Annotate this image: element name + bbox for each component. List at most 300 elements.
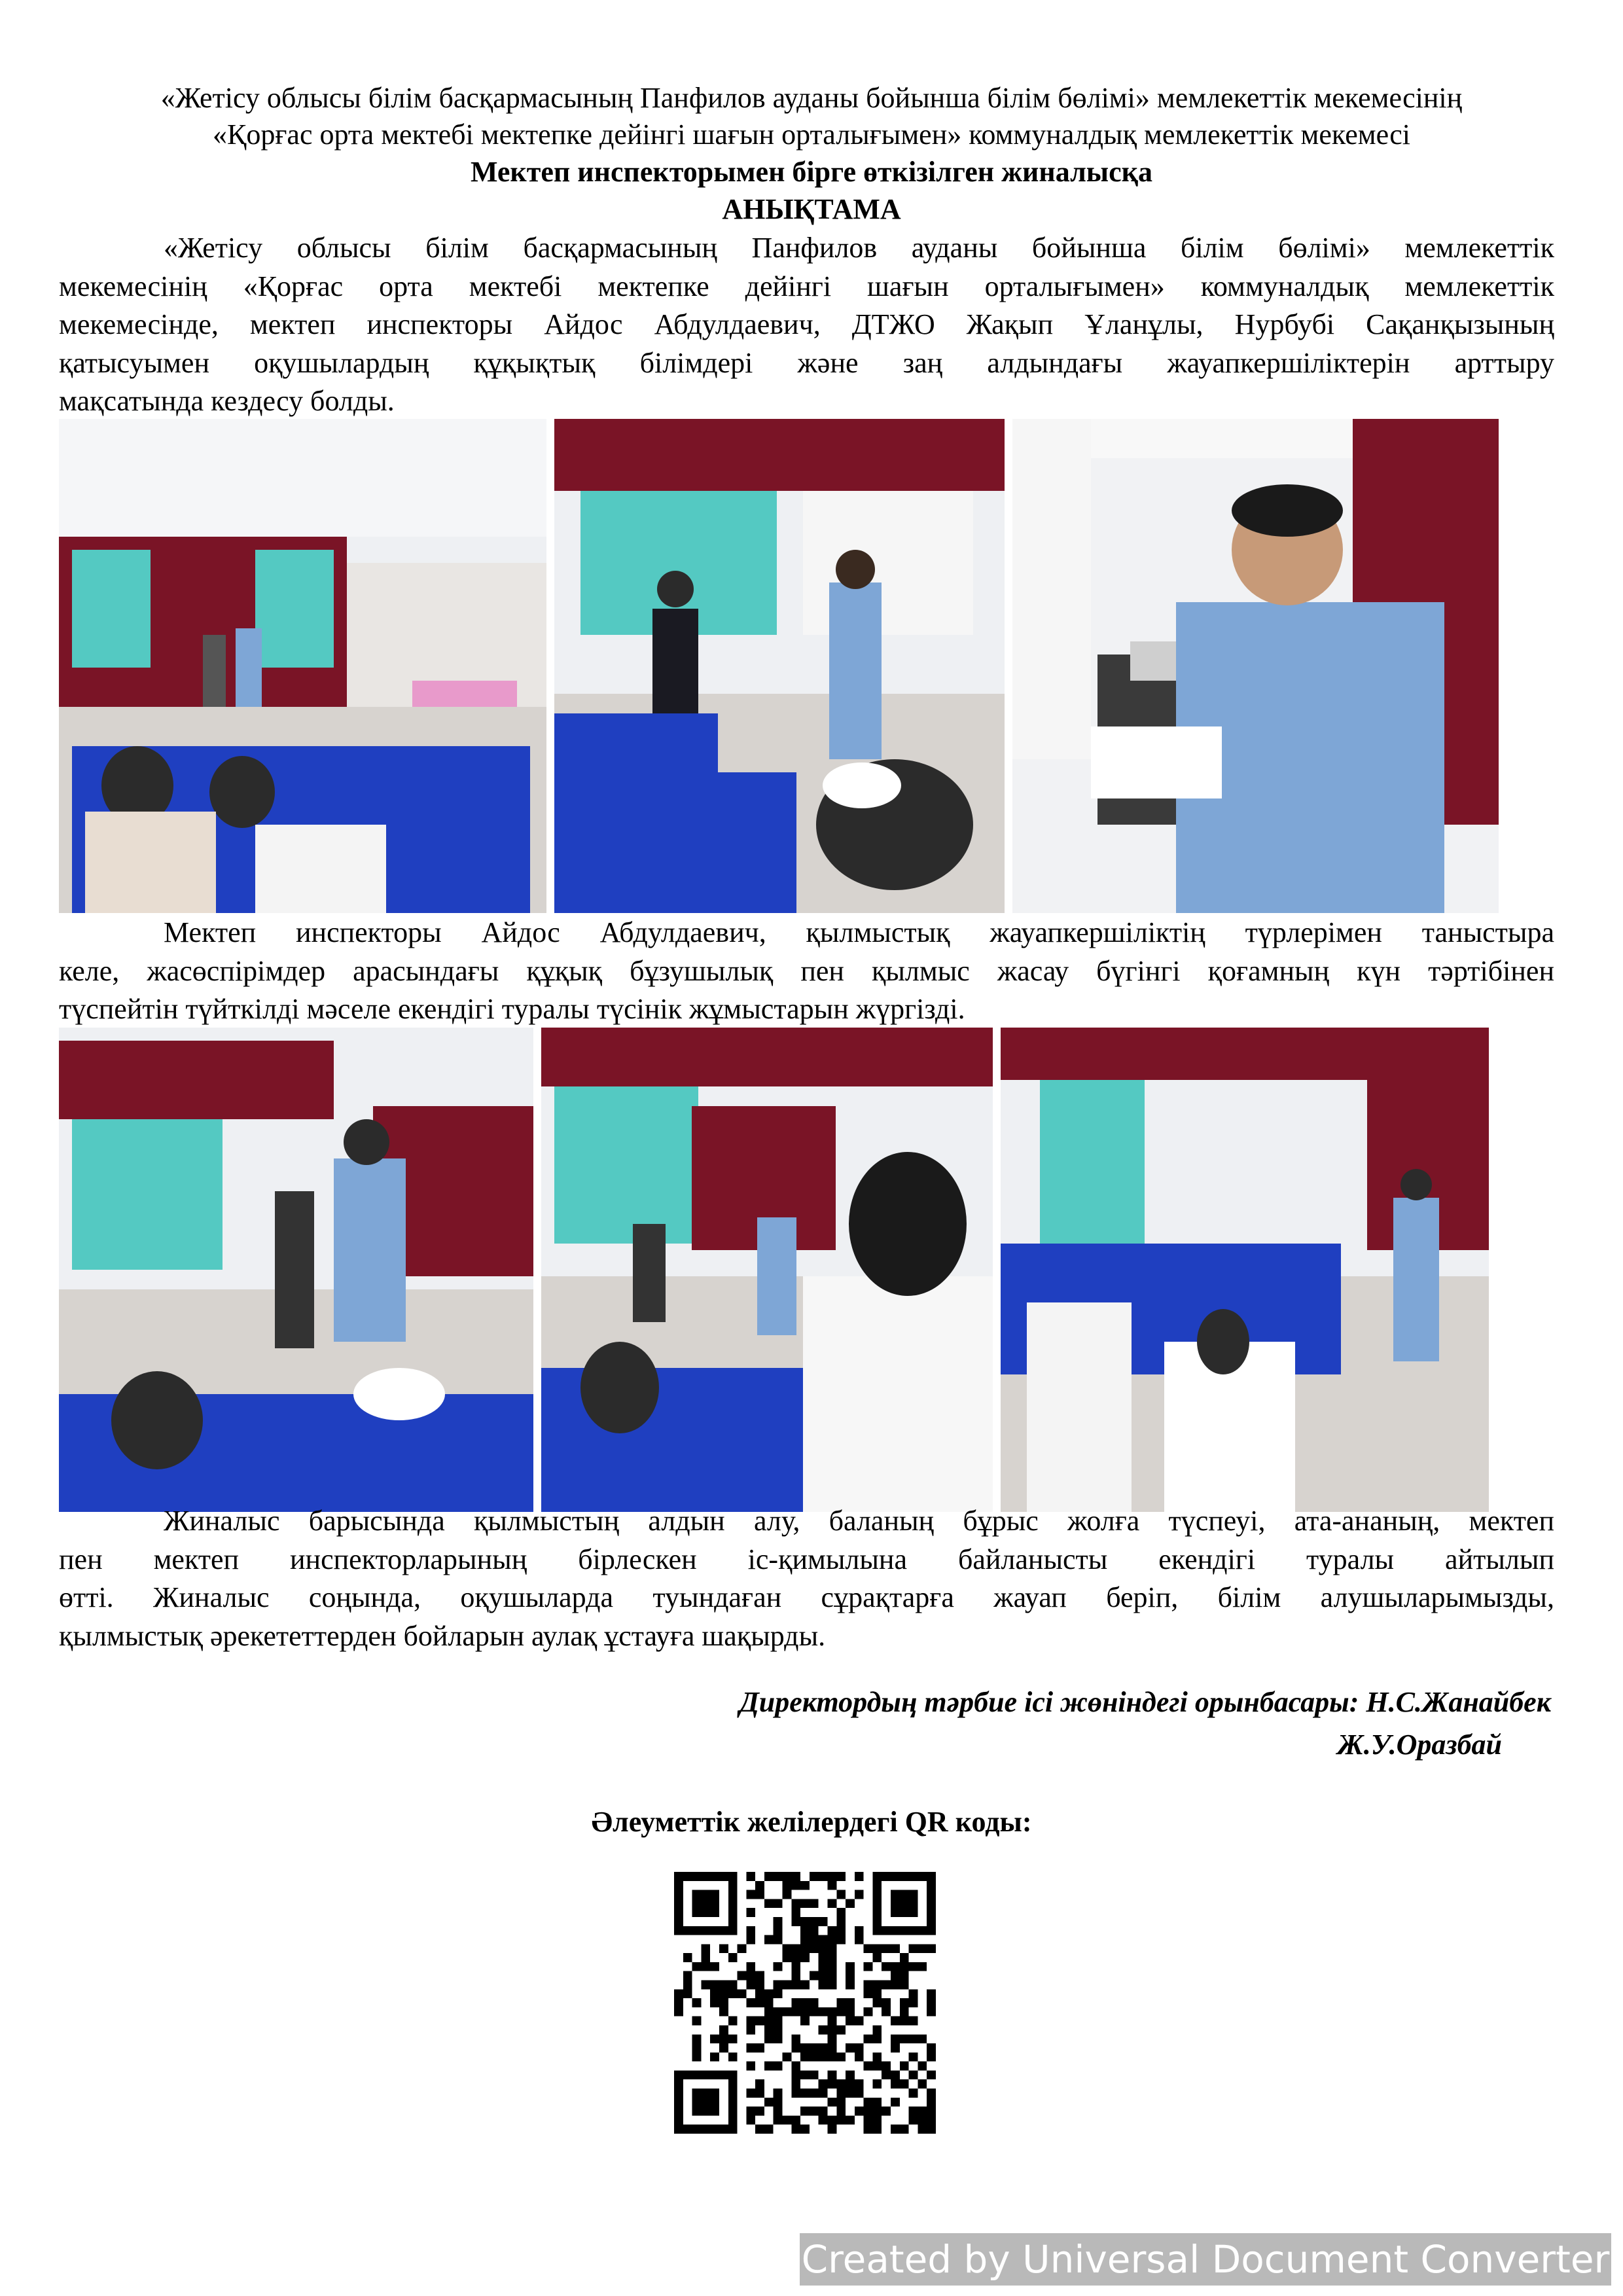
qr-module xyxy=(764,2062,774,2071)
qr-module xyxy=(791,2070,800,2079)
qr-module xyxy=(719,1926,728,1935)
qr-module xyxy=(918,2115,927,2125)
qr-module xyxy=(674,2007,683,2017)
qr-module xyxy=(728,2070,738,2079)
closing-paragraph xyxy=(59,1502,1554,1655)
qr-module xyxy=(701,1953,710,1962)
qr-module xyxy=(800,2089,810,2098)
photo-inspector-closeup xyxy=(1012,419,1499,913)
qr-module xyxy=(755,2125,764,2134)
qr-module xyxy=(783,1872,792,1881)
qr-module xyxy=(864,2115,873,2125)
qr-module xyxy=(755,1998,764,2007)
qr-module xyxy=(836,1890,846,1899)
qr-module xyxy=(872,1926,882,1935)
qr-module xyxy=(918,2125,927,2134)
qr-module xyxy=(900,1890,909,1899)
qr-module xyxy=(800,2043,810,2053)
qr-module xyxy=(746,2107,755,2116)
qr-module xyxy=(728,1953,738,1962)
intro-paragraph xyxy=(59,229,1554,421)
qr-module xyxy=(791,2007,800,2017)
qr-module xyxy=(774,2034,783,2043)
qr-module xyxy=(872,2025,882,2034)
qr-module xyxy=(774,1981,783,1990)
qr-module xyxy=(746,1998,755,2007)
qr-module xyxy=(882,2062,891,2071)
qr-module xyxy=(882,2007,891,2017)
qr-module xyxy=(927,1917,936,1926)
qr-module xyxy=(882,1944,891,1953)
qr-module xyxy=(719,2043,728,2053)
qr-module xyxy=(810,1935,819,1945)
qr-module xyxy=(819,2115,828,2125)
qr-module xyxy=(927,2070,936,2079)
qr-module xyxy=(864,2107,873,2116)
qr-module xyxy=(746,2025,755,2034)
qr-module xyxy=(900,1872,909,1881)
qr-module xyxy=(855,1926,864,1935)
photo-inspector-lectern xyxy=(59,1028,533,1512)
qr-module xyxy=(764,1935,774,1945)
qr-module xyxy=(692,2043,702,2053)
qr-module xyxy=(764,1989,774,1998)
qr-module xyxy=(710,1872,719,1881)
qr-module xyxy=(746,1926,755,1935)
qr-module xyxy=(774,1899,783,1908)
qr-module xyxy=(791,2043,800,2053)
qr-module xyxy=(728,2017,738,2026)
qr-module xyxy=(836,1926,846,1935)
qr-module xyxy=(891,1899,900,1908)
qr-module xyxy=(864,2034,873,2043)
qr-module xyxy=(774,2089,783,2098)
qr-module xyxy=(674,2079,683,2089)
qr-module xyxy=(864,2098,873,2107)
qr-module xyxy=(927,2098,936,2107)
qr-module xyxy=(827,2098,836,2107)
qr-module xyxy=(774,1917,783,1926)
qr-module xyxy=(909,1926,918,1935)
qr-module xyxy=(810,1917,819,1926)
qr-module xyxy=(692,2070,702,2079)
qr-module xyxy=(872,1981,882,1990)
qr-module xyxy=(900,1971,909,1981)
qr-module xyxy=(728,1872,738,1881)
qr-module xyxy=(827,1899,836,1908)
qr-module xyxy=(791,1962,800,1971)
qr-module xyxy=(827,1971,836,1981)
qr-module xyxy=(728,1926,738,1935)
qr-module xyxy=(927,2125,936,2134)
qr-module xyxy=(701,2125,710,2134)
qr-module xyxy=(872,2098,882,2107)
qr-module xyxy=(683,2070,692,2079)
qr-module xyxy=(783,1944,792,1953)
qr-module xyxy=(710,1981,719,1990)
qr-module xyxy=(674,1926,683,1935)
qr-module xyxy=(872,2125,882,2134)
signature-deputy-director: Директордың тәрбие ісі жөніндегі орынбасары: Н.С.Жанайбек xyxy=(739,1686,1551,1718)
qr-module xyxy=(746,1971,755,1981)
qr-module xyxy=(800,2053,810,2062)
qr-module xyxy=(819,2107,828,2116)
qr-module xyxy=(719,2034,728,2043)
photo-inspector-student xyxy=(554,419,1005,913)
qr-module xyxy=(674,1890,683,1899)
qr-module xyxy=(864,2062,873,2071)
qr-module xyxy=(791,1917,800,1926)
qr-module xyxy=(846,2089,855,2098)
qr-module xyxy=(746,2115,755,2125)
qr-module xyxy=(810,2089,819,2098)
qr-module xyxy=(719,1872,728,1881)
qr-module xyxy=(827,2079,836,2089)
qr-module xyxy=(710,2034,719,2043)
qr-module xyxy=(864,1944,873,1953)
qr-module xyxy=(855,1935,864,1945)
qr-module xyxy=(810,2107,819,2116)
qr-module xyxy=(701,1944,710,1953)
qr-module xyxy=(674,1899,683,1908)
qr-module xyxy=(900,2007,909,2017)
intro-line: «Жетісу облысы білім басқармасының Панфилов ауданы бойынша білім бөлімі» мемлекеттік xyxy=(164,232,1554,264)
qr-module xyxy=(728,2125,738,2134)
qr-module xyxy=(791,2079,800,2089)
qr-module xyxy=(774,1935,783,1945)
qr-module xyxy=(909,1989,918,1998)
qr-module xyxy=(819,2053,828,2062)
qr-module xyxy=(900,1926,909,1935)
intro-line: мекемесінде, мектеп инспекторы Айдос Абдулдаевич, ДТЖО Жақып Ұланұлы, Нурбубі Сақанқызының xyxy=(59,308,1554,340)
qr-module xyxy=(927,2089,936,2098)
qr-module xyxy=(819,2007,828,2017)
qr-module xyxy=(891,1962,900,1971)
qr-module xyxy=(728,1989,738,1998)
qr-module xyxy=(882,1872,891,1881)
photo-classroom-wide xyxy=(59,419,546,913)
qr-module xyxy=(728,2053,738,2062)
qr-module xyxy=(900,1953,909,1962)
qr-module xyxy=(872,2053,882,2062)
qr-module xyxy=(872,2062,882,2071)
qr-module xyxy=(891,2098,900,2107)
qr-module xyxy=(810,1899,819,1908)
qr-module xyxy=(836,2007,846,2017)
qr-module xyxy=(819,1872,828,1881)
qr-module xyxy=(827,2053,836,2062)
qr-module xyxy=(692,2125,702,2134)
qr-module xyxy=(674,1872,683,1881)
qr-module xyxy=(864,2125,873,2134)
closing-line: қылмыстық әрекететтерден бойларын аулақ ұстауға шақырды. xyxy=(59,1619,826,1652)
qr-module xyxy=(891,1971,900,1981)
qr-module xyxy=(846,2115,855,2125)
qr-module xyxy=(800,1926,810,1935)
qr-module xyxy=(819,1935,828,1945)
photo-classroom-girl-foreground xyxy=(541,1028,993,1512)
qr-module xyxy=(918,2107,927,2116)
qr-module xyxy=(819,2079,828,2089)
qr-module xyxy=(872,1953,882,1962)
qr-module xyxy=(827,1935,836,1945)
qr-module xyxy=(728,2115,738,2125)
qr-module xyxy=(774,2062,783,2071)
qr-module xyxy=(791,1998,800,2007)
qr-module xyxy=(755,1981,764,1990)
document-title: АНЫҚТАМА xyxy=(722,193,901,225)
qr-module xyxy=(891,1944,900,1953)
qr-module xyxy=(719,2025,728,2034)
qr-module xyxy=(827,2007,836,2017)
middle-line: Мектеп инспекторы Айдос Абдулдаевич, қылмыстық жауапкершіліктің түрлерімен таныстыра xyxy=(164,916,1554,948)
qr-module xyxy=(846,2070,855,2079)
qr-module xyxy=(746,2062,755,2071)
qr-module xyxy=(872,2115,882,2125)
qr-module xyxy=(764,1899,774,1908)
qr-module xyxy=(774,2098,783,2107)
closing-line: өтті. Жиналыс соңында, оқушыларда туындаған сұрақтарға жауап беріп, білім алушыларымызды, xyxy=(59,1581,1554,1613)
qr-module xyxy=(701,1899,710,1908)
qr-module xyxy=(791,2125,800,2134)
qr-module xyxy=(674,2089,683,2098)
qr-module xyxy=(783,1981,792,1990)
qr-module xyxy=(701,1890,710,1899)
qr-module xyxy=(674,2107,683,2116)
qr-module xyxy=(891,1981,900,1990)
qr-module xyxy=(701,2107,710,2116)
qr-module xyxy=(927,1998,936,2007)
qr-module xyxy=(819,1953,828,1962)
qr-module xyxy=(774,2025,783,2034)
qr-module xyxy=(891,2079,900,2089)
qr-module xyxy=(764,2025,774,2034)
qr-module xyxy=(701,1926,710,1935)
qr-module xyxy=(728,1981,738,1990)
qr-module xyxy=(882,1981,891,1990)
qr-module xyxy=(791,1944,800,1953)
qr-module xyxy=(927,1899,936,1908)
qr-module xyxy=(900,1962,909,1971)
header-line-1: «Жетісу облысы білім басқармасының Панфилов ауданы бойынша білім бөлімі» мемлекеттік мекемесінің xyxy=(160,82,1463,114)
qr-module xyxy=(692,1872,702,1881)
qr-module xyxy=(909,1872,918,1881)
qr-module xyxy=(728,1917,738,1926)
qr-module xyxy=(819,1944,828,1953)
qr-module xyxy=(710,1908,719,1917)
qr-module xyxy=(927,1881,936,1890)
qr-module xyxy=(918,1872,927,1881)
qr-module xyxy=(755,1971,764,1981)
qr-module xyxy=(927,2043,936,2053)
qr-module xyxy=(855,1890,864,1899)
qr-module xyxy=(909,1890,918,1899)
qr-module xyxy=(746,1935,755,1945)
qr-module xyxy=(827,2115,836,2125)
qr-module xyxy=(674,2115,683,2125)
qr-module xyxy=(918,1962,927,1971)
qr-module xyxy=(710,1989,719,1998)
qr-module xyxy=(909,2034,918,2043)
qr-module xyxy=(674,1998,683,2007)
qr-module xyxy=(900,1908,909,1917)
qr-module xyxy=(738,1971,747,1981)
qr-module xyxy=(909,2053,918,2062)
qr-module xyxy=(909,1962,918,1971)
qr-module xyxy=(764,2098,774,2107)
qr-module xyxy=(836,2115,846,2125)
qr-module xyxy=(846,1981,855,1990)
qr-module xyxy=(800,1899,810,1908)
document-subtitle: Мектеп инспекторымен бірге өткізілген жиналысқа xyxy=(470,156,1153,188)
qr-module xyxy=(882,1926,891,1935)
qr-module xyxy=(710,1998,719,2007)
qr-module xyxy=(855,2017,864,2026)
qr-module xyxy=(674,1908,683,1917)
qr-module xyxy=(882,2070,891,2079)
qr-module xyxy=(791,1981,800,1990)
qr-module xyxy=(719,2125,728,2134)
intro-line: мақсатында кездесу болды. xyxy=(59,385,395,417)
qr-module xyxy=(774,2107,783,2116)
qr-module xyxy=(891,2125,900,2134)
qr-module xyxy=(846,2007,855,2017)
qr-module xyxy=(909,2107,918,2116)
intro-line: қатысуымен оқушылардың құқықтық білімдері және заң алдындағы жауапкершіліктерін арттыру xyxy=(59,346,1554,379)
qr-module xyxy=(909,1998,918,2007)
qr-module xyxy=(755,1890,764,1899)
qr-module xyxy=(791,1908,800,1917)
qr-module xyxy=(746,1872,755,1881)
qr-module xyxy=(836,1908,846,1917)
qr-module xyxy=(882,2107,891,2116)
qr-module xyxy=(900,1981,909,1990)
qr-module xyxy=(800,1944,810,1953)
qr-module xyxy=(692,1899,702,1908)
qr-module xyxy=(728,1908,738,1917)
qr-code-image[interactable] xyxy=(674,1872,936,2134)
qr-module xyxy=(800,1917,810,1926)
qr-module xyxy=(674,2070,683,2079)
qr-module xyxy=(800,2070,810,2079)
qr-module xyxy=(683,1981,692,1990)
qr-module xyxy=(728,2107,738,2116)
middle-line: түспейтін түйткілді мәселе екендігі туралы түсінік жұмыстарын жүргізді. xyxy=(59,993,965,1025)
qr-module xyxy=(800,1981,810,1990)
qr-module xyxy=(909,1899,918,1908)
qr-module xyxy=(710,1890,719,1899)
qr-module xyxy=(836,2107,846,2116)
qr-module xyxy=(891,2070,900,2079)
qr-module xyxy=(683,1971,692,1981)
qr-module xyxy=(710,1962,719,1971)
qr-module xyxy=(791,1953,800,1962)
qr-module xyxy=(882,1962,891,1971)
qr-module xyxy=(719,2070,728,2079)
qr-module xyxy=(710,2125,719,2134)
qr-module xyxy=(764,1872,774,1881)
qr-module xyxy=(719,1998,728,2007)
qr-module xyxy=(800,2125,810,2134)
qr-module xyxy=(783,1953,792,1962)
qr-module xyxy=(701,1872,710,1881)
qr-module xyxy=(692,1962,702,1971)
qr-module xyxy=(710,2107,719,2116)
qr-module xyxy=(855,2089,864,2098)
qr-module xyxy=(810,1872,819,1881)
qr-module xyxy=(927,1926,936,1935)
qr-module xyxy=(855,2043,864,2053)
qr-module xyxy=(810,2007,819,2017)
qr-module xyxy=(927,2053,936,2062)
qr-module xyxy=(846,2043,855,2053)
qr-module xyxy=(728,2079,738,2089)
qr-module xyxy=(764,2007,774,2017)
qr-module xyxy=(800,2017,810,2026)
qr-module xyxy=(674,1989,683,1998)
qr-module xyxy=(810,2053,819,2062)
qr-module xyxy=(909,2017,918,2026)
qr-module xyxy=(791,2062,800,2071)
qr-module xyxy=(855,2053,864,2062)
qr-module xyxy=(692,2089,702,2098)
qr-module xyxy=(827,2017,836,2026)
qr-module xyxy=(674,2098,683,2107)
qr-module xyxy=(791,2115,800,2125)
closing-line: пен мектеп инспекторларының бірлескен іс-қимылына байланысты екендігі туралы айтылып xyxy=(59,1543,1554,1575)
qr-module xyxy=(836,2025,846,2034)
qr-module xyxy=(774,1989,783,1998)
qr-module xyxy=(872,1872,882,1881)
qr-module xyxy=(719,1989,728,1998)
qr-module xyxy=(800,1998,810,2007)
qr-module xyxy=(800,1935,810,1945)
qr-module xyxy=(783,2115,792,2125)
qr-module xyxy=(738,1944,747,1953)
qr-module xyxy=(764,2125,774,2134)
qr-module xyxy=(728,1899,738,1908)
qr-module xyxy=(900,2034,909,2043)
qr-module xyxy=(872,2107,882,2116)
qr-module xyxy=(783,1881,792,1890)
qr-module xyxy=(746,2017,755,2026)
qr-module xyxy=(872,1944,882,1953)
qr-module xyxy=(836,1917,846,1926)
qr-module xyxy=(755,2079,764,2089)
qr-module xyxy=(891,1908,900,1917)
qr-module xyxy=(728,2034,738,2043)
qr-module xyxy=(755,2043,764,2053)
qr-module xyxy=(791,2089,800,2098)
qr-module xyxy=(755,1881,764,1890)
qr-module xyxy=(836,1935,846,1945)
qr-module xyxy=(836,1872,846,1881)
qr-module xyxy=(692,2107,702,2116)
qr-module xyxy=(701,1981,710,1990)
qr-module xyxy=(728,1890,738,1899)
qr-module xyxy=(810,1926,819,1935)
qr-module xyxy=(710,2098,719,2107)
qr-module xyxy=(783,2007,792,2017)
qr-module xyxy=(872,1881,882,1890)
qr-module xyxy=(827,1881,836,1890)
qr-module xyxy=(774,2007,783,2017)
qr-module xyxy=(674,1881,683,1890)
qr-module xyxy=(674,2125,683,2134)
qr-module xyxy=(710,2089,719,2098)
middle-line: келе, жасөспірімдер арасындағы құқық бұзушылық пен қылмыс жасау бүгінгі қоғамның күн тәртібінен xyxy=(59,954,1554,987)
qr-module xyxy=(764,2034,774,2043)
